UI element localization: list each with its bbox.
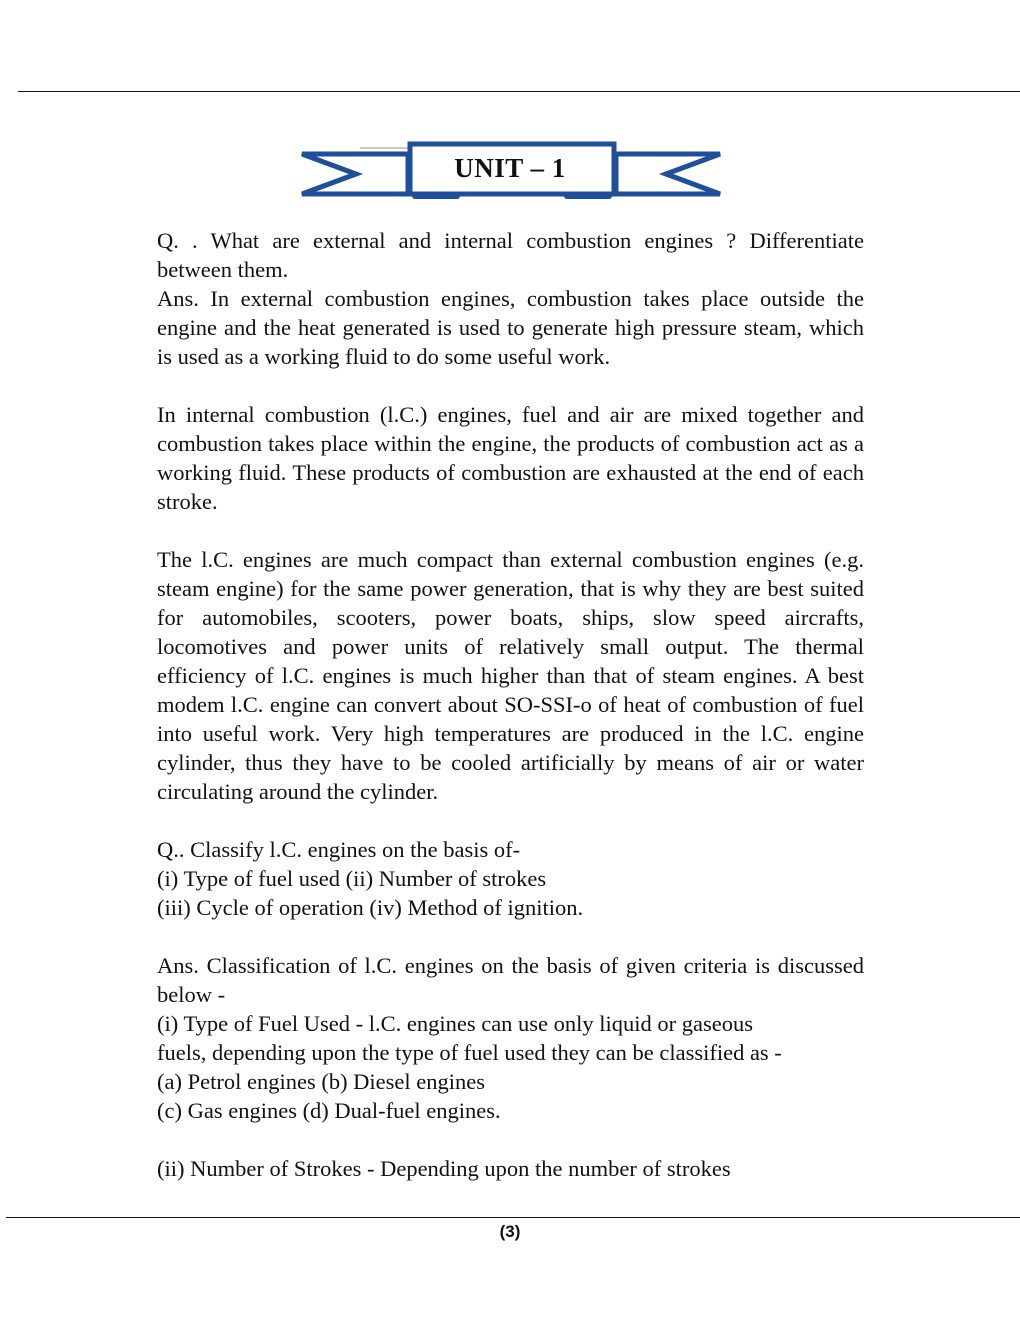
footer-rule: [6, 1217, 1020, 1218]
answer-1-paragraph-1: Ans. In external combustion engines, combustion takes place outside the engine and the heat generated is used to generate high pressure steam, which is used as a working fluid to do some useful work.: [157, 286, 864, 369]
paragraph-spacer: [157, 922, 864, 951]
header-rule: [18, 91, 1020, 92]
answer-1-paragraph-3: The l.C. engines are much compact than external combustion engines (e.g. steam engine) for the same power generation, that is why they are best suited for automobiles, scooters, power boats, ships, slow speed aircrafts, locomotives and power units of relatively small output. The thermal efficiency of l.C. engines is much higher than that of steam engines. A best modem l.C. engine can convert about SO-SSI-o of heat of combustion of fuel into useful work. Very high temperatures are produced in the l.C. engine cylinder, thus they have to be cooled artificially by means of air or water circulating around the cylinder.: [157, 547, 864, 804]
strokes-line-1: (ii) Number of Strokes - Depending upon the number of strokes: [157, 1156, 731, 1181]
page-number: (3): [499, 1222, 521, 1241]
paragraph-spacer: [157, 1125, 864, 1154]
answer-2-intro: Ans. Classification of l.C. engines on the basis of given criteria is discussed below -: [157, 953, 864, 1007]
fuel-type-line-4: (c) Gas engines (d) Dual-fuel engines.: [157, 1098, 501, 1123]
question-2-line-1: Q.. Classify l.C. engines on the basis of-: [157, 837, 521, 862]
fuel-type-line-2: fuels, depending upon the type of fuel used they can be classified as -: [157, 1040, 782, 1065]
page-content: [157, 226, 864, 1183]
paragraph-spacer: [157, 516, 864, 545]
fuel-type-line-1: (i) Type of Fuel Used - l.C. engines can use only liquid or gaseous: [157, 1011, 754, 1036]
question-1: Q. . What are external and internal combustion engines ? Differentiate between them.: [157, 228, 864, 282]
paragraph-spacer: [157, 806, 864, 835]
answer-1-paragraph-2: In internal combustion (l.C.) engines, fuel and air are mixed together and combustion takes place within the engine, the products of combustion act as a working fluid. These products of combustion are exhausted at the end of each stroke.: [157, 402, 864, 514]
unit-title: UNIT – 1: [454, 153, 566, 183]
question-2-line-3: (iii) Cycle of operation (iv) Method of ignition.: [157, 895, 584, 920]
paragraph-spacer: [157, 371, 864, 400]
fuel-type-line-3: (a) Petrol engines (b) Diesel engines: [157, 1069, 486, 1094]
unit-banner: [300, 136, 724, 206]
question-2-line-2: (i) Type of fuel used (ii) Number of strokes: [157, 866, 547, 891]
